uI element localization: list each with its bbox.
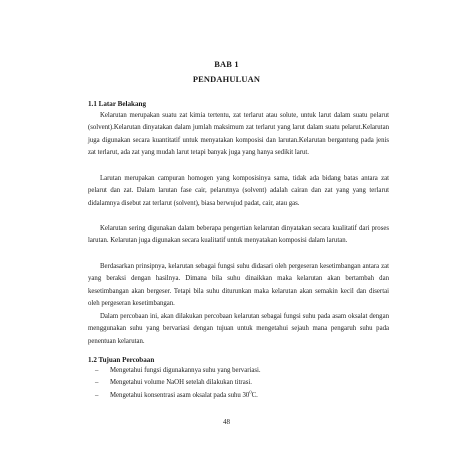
- paragraph-larutan: Larutan merupakan campuran homogen yang komposisinya sama, tidak ada bidang batas antara zat pelarut dan zat. Dalam larutan fase cair, pelarutnya (solvent) adalah cairan dan zat yang yang terlarut didalamnya disebut zat terlarut (solvent), biasa berwujud padat, cair, atau gas.: [88, 175, 389, 207]
- degree-superscript: 0: [249, 389, 252, 395]
- objectives-list: [88, 365, 388, 402]
- list-item-suffix: C.: [251, 391, 258, 399]
- paragraph-prinsip: Berdasarkan prinsipnya, kelarutan sebagai fungsi suhu didasari oleh pergeseran kesetimbangan antara zat yang beraksi dengan hasilnya. Dimana bila suhu dinaikkan maka kelarutan akan bertambah dan kesetimbangan akan bergeser. Tetapi bila suhu diturunkan maka kelarutan akan semakin kecil dan disertai oleh pergeseran kesetimbangan.: [88, 263, 389, 308]
- paragraph-percobaan: Dalam percobaan ini, akan dilakukan percobaan kelarutan sebagai fungsi suhu pada asam oksalat dengan menggunakan suhu yang bervariasi dengan tujuan untuk mengetahui sejauh mana pengaruh suhu pada penentuan kelarutan.: [88, 313, 389, 345]
- section-heading-tujuan-percobaan: 1.2 Tujuan Percobaan: [88, 356, 155, 364]
- list-item-text: Mengetahui volume NaOH setelah dilakukan titrasi.: [110, 379, 252, 387]
- chapter-label: BAB 1: [214, 60, 239, 69]
- list-item: [88, 365, 388, 377]
- paragraph-kelarutan: Kelarutan merupakan suatu zat kimia tertentu, zat terlarut atau solute, untuk larut dalam suatu pelarut (solvent).Kelarutan dinyatakan dalam jumlah maksimum zat terlarut yang larut dalam suatu pelarut.Kelarutan juga digunakan secara kuantitatif untuk menyatakan komposisi dan larutan.Kelarutan bergantung pada jenis zat terlarut, ada zat yang mudah larut tetapi banyak juga yang hanya sedikit larut.: [88, 112, 389, 157]
- list-item-text: Mengetahui fungsi digunakannya suhu yang bervariasi.: [110, 367, 261, 374]
- page-number: 48: [223, 418, 230, 426]
- list-item: [88, 377, 388, 389]
- list-item-text: Mengetahui konsentrasi asam oksalat pada suhu 30: [110, 391, 250, 399]
- list-item: [88, 390, 388, 402]
- section-heading-latar-belakang: 1.1 Latar Belakang: [88, 100, 147, 108]
- chapter-title: PENDAHULUAN: [192, 75, 261, 84]
- dash-marker: –: [95, 379, 99, 387]
- dash-marker: –: [95, 391, 99, 399]
- paragraph-kelarutan-pengertian: Kelarutan sering digunakan dalam beberapa pengertian kelarutan dinyatakan secara kualitatif dari proses larutan. Kelarutan juga digunakan secara kualitatif untuk menyatakan komposisi dalam larutan.: [88, 225, 389, 245]
- dash-marker: –: [95, 367, 99, 374]
